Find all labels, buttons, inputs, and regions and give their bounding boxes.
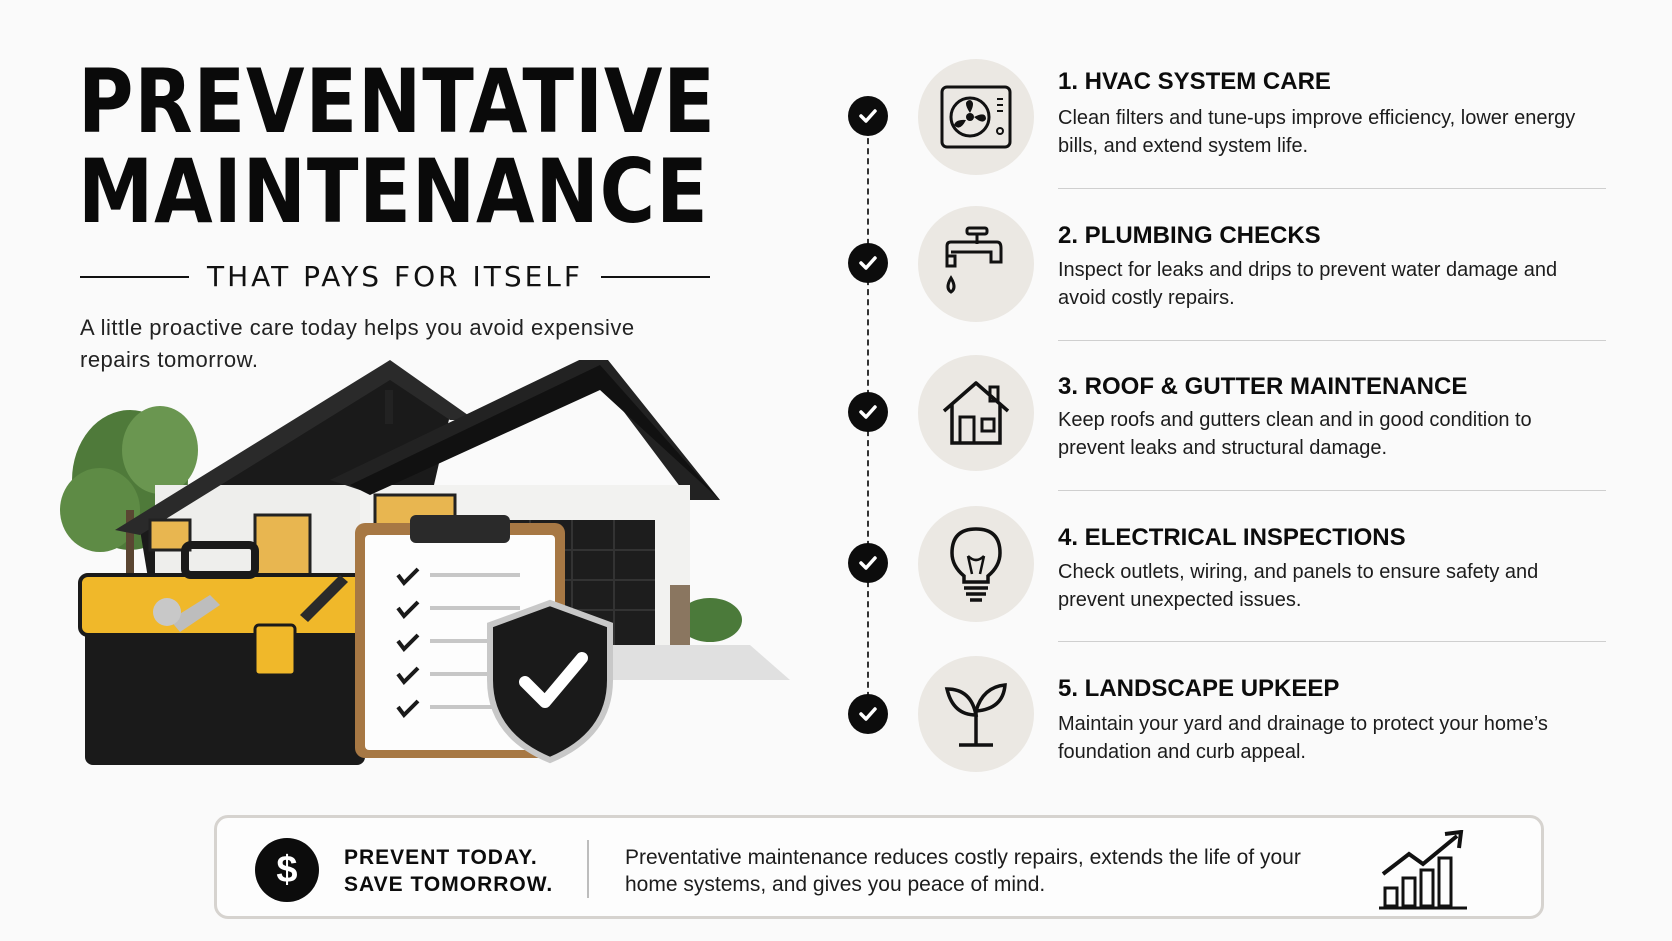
item-divider: [1058, 490, 1606, 491]
slogan-line-1: PREVENT TODAY.: [344, 846, 538, 869]
item-divider: [1058, 641, 1606, 642]
check-icon: [848, 694, 888, 734]
title-line-2: MAINTENANCE: [78, 140, 709, 243]
intro-text: A little proactive care today helps you avoid expensive repairs tomorrow.: [80, 315, 635, 372]
check-icon: [848, 243, 888, 283]
faucet-icon: [918, 206, 1034, 322]
banner-text: Preventative maintenance reduces costly repairs, extends the life of your home systems, and gives you peace of mind.: [625, 846, 1301, 896]
sprout-icon: [918, 656, 1034, 772]
item-title-landscape: 5. LANDSCAPE UPKEEP: [1058, 675, 1340, 702]
item-desc-electrical: Check outlets, wiring, and panels to ensure safety and prevent unexpected issues.: [1058, 561, 1539, 611]
subtitle-rule-left: [80, 276, 189, 278]
house-icon: [918, 355, 1034, 471]
growth-chart-icon: [1379, 830, 1469, 910]
toolbox-illustration: [80, 545, 370, 765]
check-icon: [848, 392, 888, 432]
item-desc-landscape: Maintain your yard and drainage to protect your home’s foundation and curb appeal.: [1058, 713, 1548, 763]
subtitle: THAT PAYS FOR ITSELF: [206, 260, 584, 293]
lightbulb-icon: [918, 506, 1034, 622]
item-divider: [1058, 340, 1606, 341]
item-title-plumbing: 2. PLUMBING CHECKS: [1058, 222, 1321, 249]
item-desc-hvac: Clean filters and tune-ups improve efficiency, lower energy bills, and extend system life.: [1058, 107, 1576, 157]
item-title-roof: 3. ROOF & GUTTER MAINTENANCE: [1058, 373, 1468, 400]
check-icon: [848, 96, 888, 136]
bottom-banner: [214, 815, 1544, 919]
item-desc-roof: Keep roofs and gutters clean and in good condition to prevent leaks and structural damage.: [1058, 409, 1532, 459]
item-desc-plumbing: Inspect for leaks and drips to prevent water damage and avoid costly repairs.: [1058, 259, 1558, 309]
subtitle-row: [80, 260, 710, 293]
hvac-unit-icon: [918, 59, 1034, 175]
house-toolbox-illustration: [30, 360, 790, 820]
slogan-line-2: SAVE TOMORROW.: [344, 873, 554, 896]
banner-divider: [587, 840, 589, 898]
item-divider: [1058, 188, 1606, 189]
subtitle-rule-right: [601, 276, 710, 278]
title-line-1: PREVENTATIVE: [78, 50, 716, 153]
item-title-hvac: 1. HVAC SYSTEM CARE: [1058, 68, 1331, 95]
dollar-icon: $: [255, 838, 319, 902]
item-title-electrical: 4. ELECTRICAL INSPECTIONS: [1058, 524, 1406, 551]
check-icon: [848, 543, 888, 583]
slogan: [344, 844, 553, 898]
